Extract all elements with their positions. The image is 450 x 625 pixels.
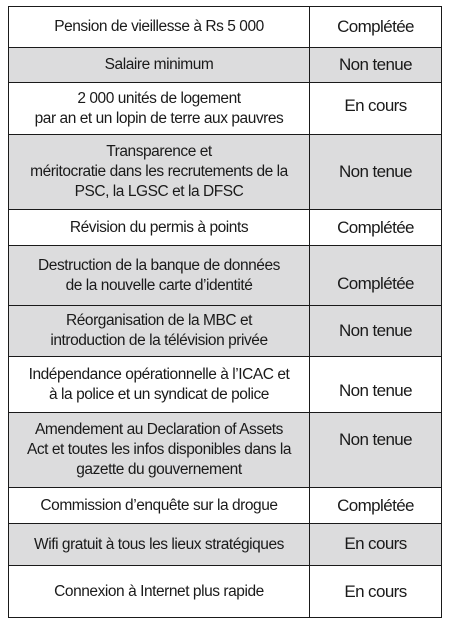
measure-cell: Destruction de la banque de données de la nouvelle carte d’identité [9, 246, 310, 306]
status-cell: Non tenue [310, 413, 441, 488]
measure-cell: Réorganisation de la MBC et introduction de la télévision privée [9, 306, 310, 357]
measure-cell: Amendement au Declaration of Assets Act et toutes les infos disponibles dans la gazette du gouvernement [9, 413, 310, 488]
status-cell: Non tenue [310, 306, 441, 357]
measure-cell: Pension de vieillesse à Rs 5 000 [9, 7, 310, 48]
measure-cell: Wifi gratuit à tous les lieux stratégiques [9, 524, 310, 566]
status-cell: Non tenue [310, 357, 441, 413]
status-cell: Non tenue [310, 135, 441, 210]
status-cell: Complétée [310, 7, 441, 48]
status-cell: Non tenue [310, 48, 441, 83]
promises-table [8, 6, 442, 618]
status-cell: En cours [310, 83, 441, 135]
measure-cell: Connexion à Internet plus rapide [9, 566, 310, 617]
measure-cell: Transparence et méritocratie dans les recrutements de la PSC, la LGSC et la DFSC [9, 135, 310, 210]
status-cell: Complétée [310, 210, 441, 246]
measure-cell: Révision du permis à points [9, 210, 310, 246]
measure-cell: Salaire minimum [9, 48, 310, 83]
measure-cell: Commission d’enquête sur la drogue [9, 488, 310, 524]
status-cell: En cours [310, 524, 441, 566]
status-cell: En cours [344, 581, 407, 601]
status-cell: Complétée [310, 488, 441, 524]
measure-cell: Indépendance opérationnelle à l’ICAC et à la police et un syndicat de police [9, 357, 310, 413]
measure-cell: 2 000 unités de logement par an et un lopin de terre aux pauvres [9, 83, 310, 135]
status-cell: Complétée [310, 246, 441, 306]
